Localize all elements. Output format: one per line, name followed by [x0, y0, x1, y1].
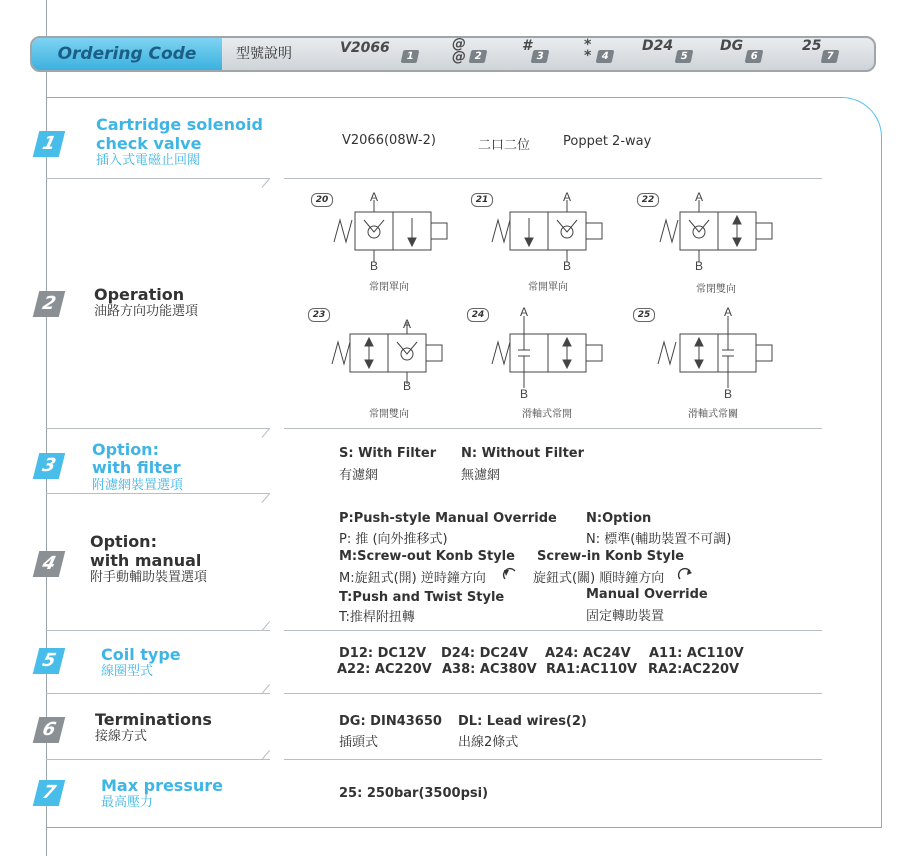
coil-a24: A24: AC24V	[545, 646, 631, 661]
port-a: A	[563, 190, 572, 204]
code-termination: DG	[720, 38, 744, 54]
coil-d24: D24: DC24V	[441, 646, 529, 661]
port-b: B	[403, 379, 412, 393]
port-b: B	[520, 387, 529, 400]
filter-n-zh: 無濾網	[461, 468, 501, 483]
section-7-subtitle: 最高壓力	[101, 795, 154, 810]
section-3-title: Option:	[92, 440, 159, 459]
manual-screw-in-en: Screw-in Konb Style	[537, 549, 685, 564]
diagram-20-number: 20	[311, 193, 333, 207]
diagram-22-label: 常閉雙向	[696, 284, 736, 295]
manual-override-en: Manual Override	[586, 587, 708, 602]
manual-override-zh: 固定轉助裝置	[586, 609, 665, 624]
section-1-badge: 1	[33, 131, 65, 157]
code-num-1: 1	[401, 50, 420, 63]
code-num-3: 3	[531, 50, 550, 63]
separator	[284, 630, 822, 631]
section-1-title-line2: check valve	[96, 134, 202, 153]
manual-n-en: N:Option	[586, 511, 652, 526]
type-zh: 二口二位	[478, 138, 531, 153]
manual-screw-in-zh: 旋鈕式(關) 順時鐘方向	[533, 571, 665, 586]
diagram-22-symbol	[650, 190, 800, 270]
coil-a22: A22: AC220V	[337, 662, 432, 677]
diagram-23-symbol	[320, 314, 470, 394]
diagram-21-number: 21	[471, 193, 493, 207]
filter-s-en: S: With Filter	[339, 446, 437, 461]
model-code: V2066(08W-2)	[342, 133, 436, 148]
section-6-subtitle: 接線方式	[95, 729, 148, 744]
diagram-23-label: 常開雙向	[369, 409, 409, 420]
termination-dl-en: DL: Lead wires(2)	[458, 714, 587, 729]
coil-ra1: RA1:AC110V	[546, 662, 638, 677]
port-a: A	[724, 305, 733, 319]
port-a: A	[370, 190, 379, 204]
section-4-title: Option:	[90, 532, 157, 551]
section-7-title: Max pressure	[101, 776, 223, 795]
section-5-subtitle: 線圈型式	[101, 664, 154, 679]
section-3-subtitle: 附濾網裝置選項	[92, 478, 184, 493]
section-4-badge: 4	[33, 551, 65, 577]
code-coil: D24	[642, 38, 674, 54]
separator	[46, 493, 270, 494]
diagram-20-symbol	[320, 190, 470, 270]
separator	[46, 759, 270, 760]
code-operation: @ @	[452, 36, 466, 65]
code-num-6: 6	[745, 50, 764, 63]
clockwise-icon	[677, 567, 693, 581]
manual-t-en: T:Push and Twist Style	[339, 590, 505, 605]
counterclockwise-icon	[502, 567, 518, 581]
manual-p-en: P:Push-style Manual Override	[339, 511, 557, 526]
diagram-24-label: 滑軸式常開	[522, 409, 572, 420]
diagram-25-number: 25	[633, 308, 655, 322]
filter-s-zh: 有濾網	[339, 468, 379, 483]
separator	[46, 630, 270, 631]
section-5-badge: 5	[33, 648, 65, 674]
port-a: A	[695, 190, 704, 204]
section-4-subtitle: 附手動輔助裝置選項	[90, 570, 208, 585]
port-b: B	[695, 259, 704, 270]
code-num-2: 2	[469, 50, 488, 63]
separator	[46, 693, 270, 694]
manual-n-zh: N: 標準(輔助裝置不可調)	[586, 532, 732, 547]
manual-p-zh: P: 推 (向外推移式)	[339, 532, 448, 547]
section-2-badge: 2	[33, 291, 65, 317]
separator	[284, 693, 822, 694]
diagram-22-number: 22	[637, 193, 659, 207]
filter-n-en: N: Without Filter	[461, 446, 585, 461]
ordering-code-subtitle: 型號說明	[236, 46, 292, 62]
section-2-title: Operation	[94, 285, 185, 304]
section-6-title: Terminations	[95, 710, 212, 729]
port-b: B	[724, 387, 733, 400]
ordering-code-title: Ordering Code	[32, 38, 222, 70]
port-b: B	[370, 259, 379, 270]
code-num-7: 7	[821, 50, 840, 63]
code-series: V2066	[340, 40, 390, 56]
port-a: A	[520, 305, 529, 319]
manual-m-zh: M:旋鈕式(開) 逆時鐘方向	[339, 571, 486, 586]
code-num-5: 5	[675, 50, 694, 63]
section-2-subtitle: 油路方向功能選項	[94, 304, 199, 319]
section-1-subtitle: 插入式電磁止回閥	[96, 153, 201, 168]
code-pressure: 25	[802, 38, 822, 54]
port-a: A	[403, 317, 412, 331]
manual-m-en: M:Screw-out Konb Style	[339, 549, 515, 564]
diagram-21-symbol	[480, 190, 630, 270]
section-3-badge: 3	[33, 453, 65, 479]
section-5-title: Coil type	[101, 645, 181, 664]
max-pressure-value: 25: 250bar(3500psi)	[339, 786, 489, 801]
diagram-24-number: 24	[467, 308, 489, 322]
code-manual: * *	[584, 37, 592, 64]
coil-a11: A11: AC110V	[649, 646, 744, 661]
separator	[46, 178, 270, 179]
separator	[284, 759, 822, 760]
diagram-24-symbol	[480, 300, 630, 400]
diagram-21-label: 常開單向	[528, 282, 568, 293]
termination-dl-zh: 出線2條式	[458, 735, 519, 750]
termination-dg-zh: 插頭式	[339, 735, 379, 750]
termination-dg-en: DG: DIN43650	[339, 714, 442, 729]
diagram-25-symbol	[650, 300, 800, 400]
type-en: Poppet 2-way	[563, 134, 652, 149]
separator	[284, 178, 822, 179]
section-4-title-line2: with manual	[90, 551, 202, 570]
code-filter: #	[522, 38, 532, 54]
diagram-25-label: 滑軸式常關	[688, 409, 738, 420]
diagram-23-number: 23	[308, 308, 330, 322]
section-1-title: Cartridge solenoid	[96, 115, 263, 134]
section-6-badge: 6	[33, 717, 65, 743]
section-3-title-line2: with filter	[92, 458, 181, 477]
code-num-4: 4	[596, 50, 615, 63]
diagram-20-label: 常閉單向	[369, 282, 409, 293]
section-7-badge: 7	[33, 780, 65, 806]
port-b: B	[563, 259, 572, 270]
separator	[284, 428, 822, 429]
coil-a38: A38: AC380V	[442, 662, 537, 677]
separator	[46, 428, 270, 429]
coil-d12: D12: DC12V	[339, 646, 427, 661]
manual-t-zh: T:推桿附扭轉	[339, 610, 415, 625]
coil-ra2: RA2:AC220V	[648, 662, 740, 677]
